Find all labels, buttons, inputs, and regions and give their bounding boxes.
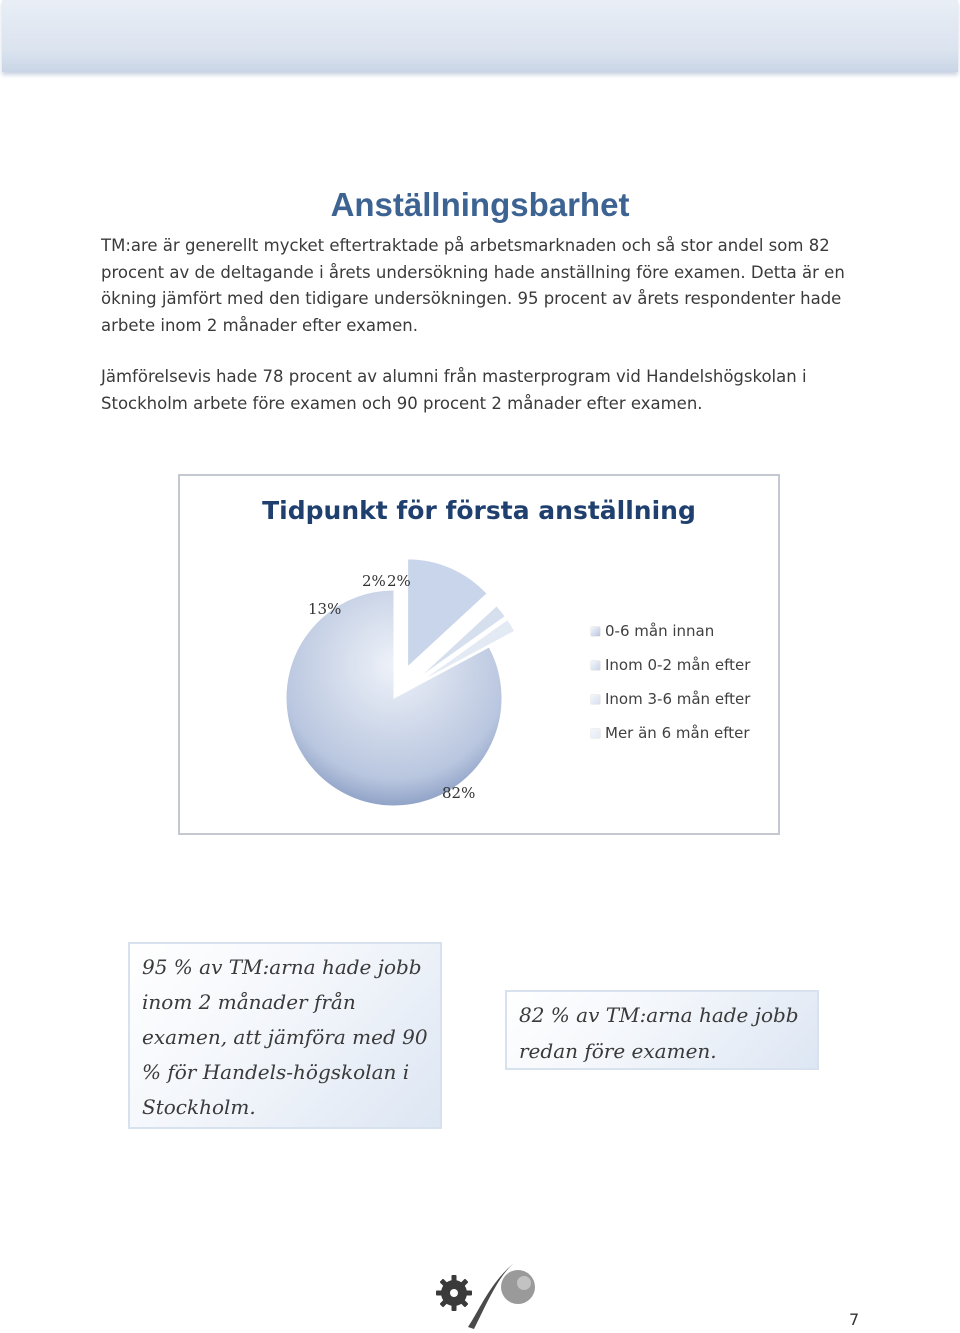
pie-data-label-2: 2%: [362, 572, 386, 590]
legend-swatch: [591, 729, 600, 738]
legend-swatch: [591, 695, 600, 704]
legend-label: Mer än 6 mån efter: [605, 724, 750, 742]
pie-slice-0: [286, 590, 502, 806]
gear-logo-icon: [432, 1257, 542, 1333]
legend-label: Inom 0-2 mån efter: [605, 656, 751, 674]
pie-data-label-0: 82%: [442, 784, 476, 802]
legend-swatch: [591, 661, 600, 670]
legend-label: 0-6 mån innan: [605, 622, 715, 640]
legend-label: Inom 3-6 mån efter: [605, 690, 751, 708]
chart-title: Tidpunkt för första anställning: [262, 496, 696, 525]
page-header-band: [2, 0, 958, 72]
page-number: 7: [849, 1310, 860, 1329]
pie-chart: [178, 474, 780, 835]
pie-data-label-1: 13%: [308, 600, 342, 618]
page-heading: Anställningsbarhet: [330, 186, 630, 223]
quote-box-82: 82 % av TM:arna hade jobb redan före examen.: [505, 990, 819, 1070]
comparison-paragraph: Jämförelsevis hade 78 procent av alumni från masterprogram vid Handelshögskolan i Stockholm arbete före examen och 90 procent 2 månader efter examen.: [101, 367, 807, 413]
pie-data-label-3: 2%: [387, 572, 411, 590]
pie-chart-svg: [180, 476, 778, 833]
legend-swatch: [591, 627, 600, 636]
intro-paragraph: TM:are är generellt mycket eftertraktade på arbetsmarknaden och så stor andel som 82 procent av de deltagande i årets undersökning hade anställning före examen. Detta är en ökning jämfört med den tidigare undersökningen. 95 procent av årets respondenter hade arbete inom 2 månader efter examen.: [101, 236, 845, 335]
quote-box-95: 95 % av TM:arna hade jobb inom 2 månader från examen, att jämföra med 90 % för Handels-högskolan i Stockholm.: [128, 942, 442, 1129]
